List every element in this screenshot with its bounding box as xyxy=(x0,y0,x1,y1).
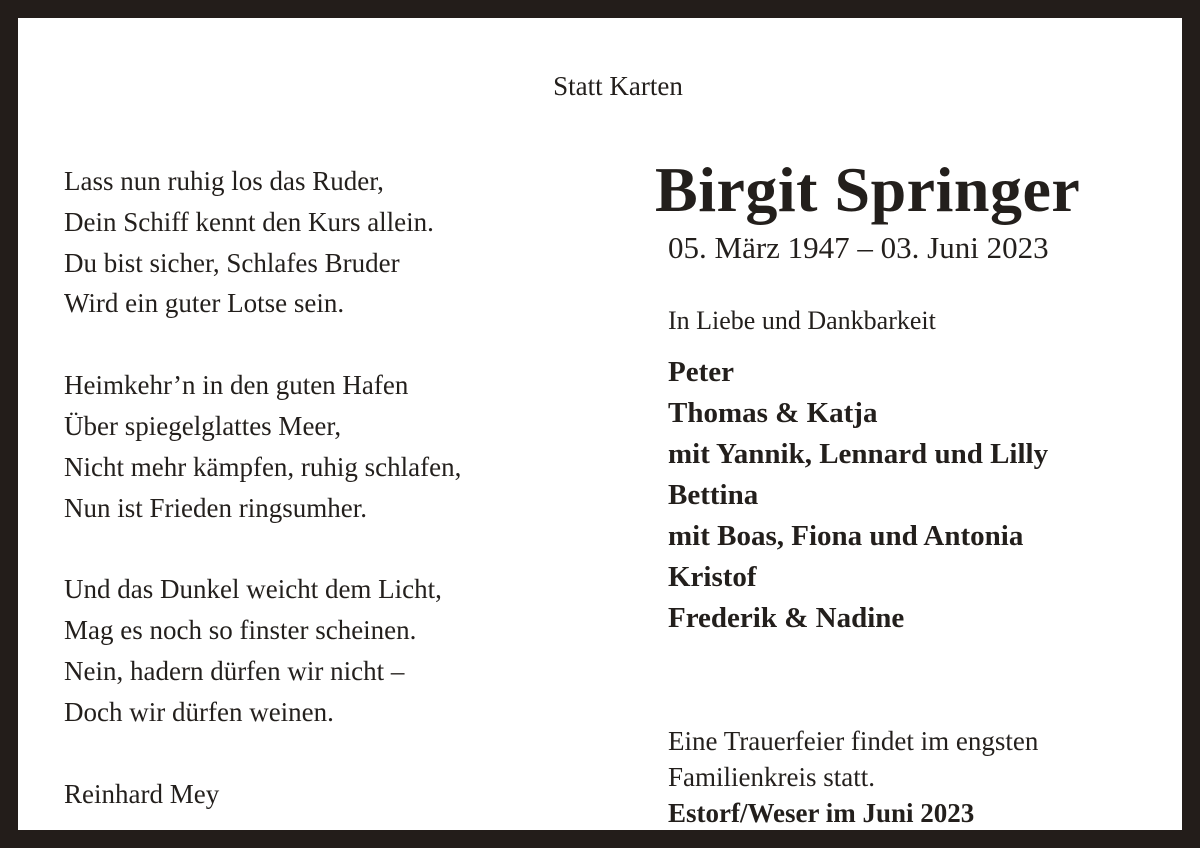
poem-line: Über spiegelglattes Meer, xyxy=(64,410,342,441)
family-member: mit Boas, Fiona und Antonia xyxy=(668,520,1024,552)
funeral-notice xyxy=(668,723,1038,831)
poem-line: Mag es noch so finster scheinen. xyxy=(64,615,417,646)
poem-line: Nun ist Frieden ringsumher. xyxy=(64,492,367,523)
poem-stanza-3 xyxy=(64,569,604,732)
poem-line: Nicht mehr kämpfen, ruhig schlafen, xyxy=(64,451,462,482)
dedication: In Liebe und Dankbarkeit xyxy=(668,306,936,335)
poem-line: Lass nun ruhig los das Ruder, xyxy=(64,166,384,196)
poem-line: Doch wir dürfen weinen. xyxy=(64,696,334,727)
notice-line: Familienkreis statt. xyxy=(668,762,875,792)
poem xyxy=(64,161,604,814)
poem-line: Dein Schiff kennt den Kurs allein. xyxy=(64,206,434,237)
poem-line: Und das Dunkel weicht dem Licht, xyxy=(64,574,442,605)
poem-line: Wird ein guter Lotse sein. xyxy=(64,288,345,319)
poem-author: Reinhard Mey xyxy=(64,778,220,809)
family-member: Thomas & Katja xyxy=(668,397,878,429)
family-member: Kristof xyxy=(668,561,757,593)
poem-stanza-2 xyxy=(64,365,604,528)
family-member: Frederik & Nadine xyxy=(668,602,905,634)
header-statt-karten: Statt Karten xyxy=(553,71,683,101)
life-dates: 05. März 1947 – 03. Juni 2023 xyxy=(668,230,1049,265)
family-member: Bettina xyxy=(668,479,759,511)
family-member: Peter xyxy=(668,356,734,388)
deceased-name: Birgit Springer xyxy=(655,154,1081,225)
poem-stanza-1 xyxy=(64,161,604,324)
poem-line: Du bist sicher, Schlafes Bruder xyxy=(64,247,400,278)
family-member: mit Yannik, Lennard und Lilly xyxy=(668,438,1049,470)
notice-line: Eine Trauerfeier findet im engsten xyxy=(668,726,1039,756)
poem-line: Heimkehr’n in den guten Hafen xyxy=(64,370,409,401)
place-date: Estorf/Weser im Juni 2023 xyxy=(668,798,975,828)
poem-line: Nein, hadern dürfen wir nicht – xyxy=(64,655,405,686)
family-list xyxy=(668,352,1048,639)
